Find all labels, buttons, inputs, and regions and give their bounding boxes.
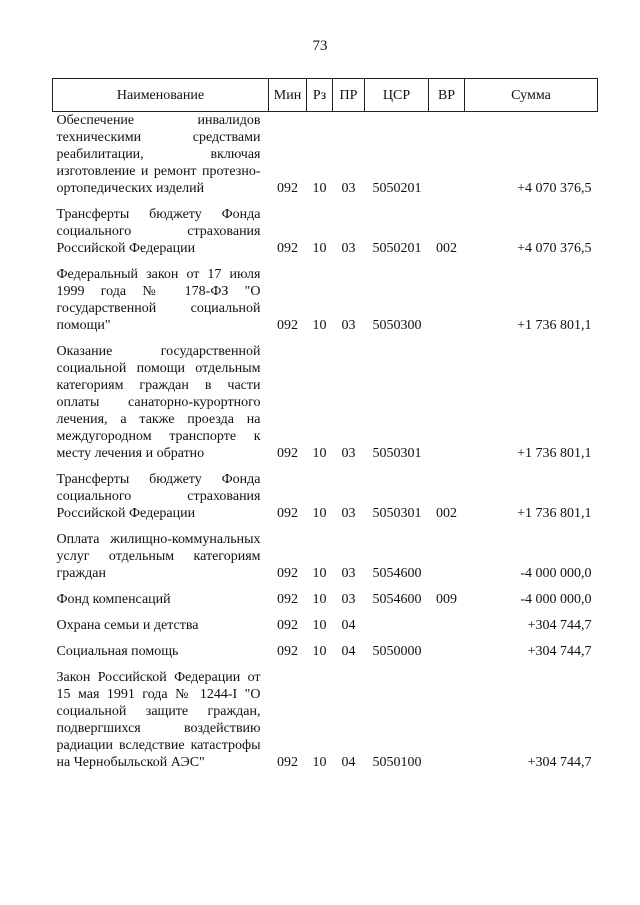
row-name: Оплата жилищно-коммунальных услуг отдельным категориям граждан [56, 532, 261, 581]
row-csr: 5050301 [372, 446, 422, 461]
row-rz: 10 [312, 644, 327, 659]
row-sum: +1 736 801,1 [517, 318, 592, 333]
row-rz: 10 [312, 506, 327, 521]
row-pr: 04 [341, 618, 356, 633]
row-sum: +4 070 376,5 [517, 241, 592, 256]
row-sum: +304 744,7 [527, 644, 592, 659]
row-sum: +1 736 801,1 [517, 446, 592, 461]
header-name: Наименование [53, 79, 269, 112]
row-min: 092 [277, 446, 298, 461]
row-sum: +304 744,7 [527, 618, 592, 633]
row-csr: 5054600 [372, 566, 422, 581]
row-rz: 10 [312, 618, 327, 633]
row-vr [429, 334, 465, 462]
row-vr: 009 [436, 592, 457, 607]
table-row [53, 660, 598, 771]
row-pr: 03 [341, 592, 356, 607]
row-min: 092 [277, 618, 298, 633]
row-name: Оказание государственной социальной помощи отдельным категориям граждан в части оплаты санаторно-курортного лечения, а также проезда на междугородном транспорте к месту лечения и обратно [56, 344, 261, 461]
row-pr: 03 [341, 506, 356, 521]
row-sum: +4 070 376,5 [517, 181, 592, 196]
table-row [53, 634, 598, 660]
row-min: 092 [277, 506, 298, 521]
header-pr: ПР [333, 79, 365, 112]
row-pr: 04 [341, 755, 356, 770]
row-csr [365, 608, 429, 634]
table-row [53, 582, 598, 608]
row-min: 092 [277, 181, 298, 196]
row-csr: 5050201 [372, 181, 422, 196]
row-name: Охрана семьи и детства [56, 618, 199, 633]
row-name: Федеральный закон от 17 июля 1999 года № 178-ФЗ "О государственной социальной помощи" [56, 267, 261, 333]
table-row [53, 257, 598, 334]
row-pr: 03 [341, 446, 356, 461]
table-header-row [53, 79, 598, 112]
row-rz: 10 [312, 318, 327, 333]
row-min: 092 [277, 592, 298, 607]
row-rz: 10 [312, 446, 327, 461]
table-row [53, 197, 598, 257]
table-row [53, 462, 598, 522]
header-vr: ВР [429, 79, 465, 112]
row-pr: 03 [341, 566, 356, 581]
row-sum: +1 736 801,1 [517, 506, 592, 521]
row-name: Фонд компенсаций [56, 592, 171, 607]
row-vr [429, 660, 465, 771]
row-name: Социальная помощь [56, 644, 179, 659]
row-vr [429, 112, 465, 198]
row-min: 092 [277, 566, 298, 581]
row-csr: 5050301 [372, 506, 422, 521]
row-rz: 10 [312, 755, 327, 770]
header-sum: Сумма [465, 79, 598, 112]
row-name: Обеспечение инвалидов техническими средствами реабилитации, включая изготовление и ремонт протезно-ортопедических изделий [56, 113, 261, 196]
row-vr [429, 257, 465, 334]
row-vr: 002 [436, 506, 457, 521]
row-name: Трансферты бюджету Фонда социального страхования Российской Федерации [56, 207, 261, 256]
row-min: 092 [277, 644, 298, 659]
row-min: 092 [277, 755, 298, 770]
table-row [53, 112, 598, 198]
row-csr: 5050000 [372, 644, 422, 659]
row-sum: -4 000 000,0 [520, 592, 592, 607]
row-pr: 03 [341, 241, 356, 256]
table-row [53, 522, 598, 582]
row-name: Закон Российской Федерации от 15 мая 1991 года № 1244-I "О социальной защите граждан, подвергшихся воздействию радиации вследствие катастрофы на Чернобыльской АЭС" [56, 670, 261, 770]
row-sum: +304 744,7 [527, 755, 592, 770]
row-csr: 5050201 [372, 241, 422, 256]
row-vr [429, 522, 465, 582]
table-row [53, 334, 598, 462]
header-rz: Рз [307, 79, 333, 112]
table-row [53, 608, 598, 634]
row-pr: 03 [341, 181, 356, 196]
row-min: 092 [277, 318, 298, 333]
row-min: 092 [277, 241, 298, 256]
row-vr: 002 [436, 241, 457, 256]
row-rz: 10 [312, 592, 327, 607]
row-rz: 10 [312, 181, 327, 196]
row-sum: -4 000 000,0 [520, 566, 592, 581]
row-name: Трансферты бюджету Фонда социального страхования Российской Федерации [56, 472, 261, 521]
page-number: 73 [312, 38, 328, 54]
table-header [53, 79, 598, 112]
row-vr [429, 634, 465, 660]
row-csr: 5050100 [372, 755, 422, 770]
row-rz: 10 [312, 241, 327, 256]
budget-table [52, 78, 598, 771]
row-csr: 5050300 [372, 318, 422, 333]
row-rz: 10 [312, 566, 327, 581]
header-csr: ЦСР [365, 79, 429, 112]
row-pr: 04 [341, 644, 356, 659]
row-pr: 03 [341, 318, 356, 333]
row-vr [429, 608, 465, 634]
row-csr: 5054600 [372, 592, 422, 607]
header-min: Мин [269, 79, 307, 112]
